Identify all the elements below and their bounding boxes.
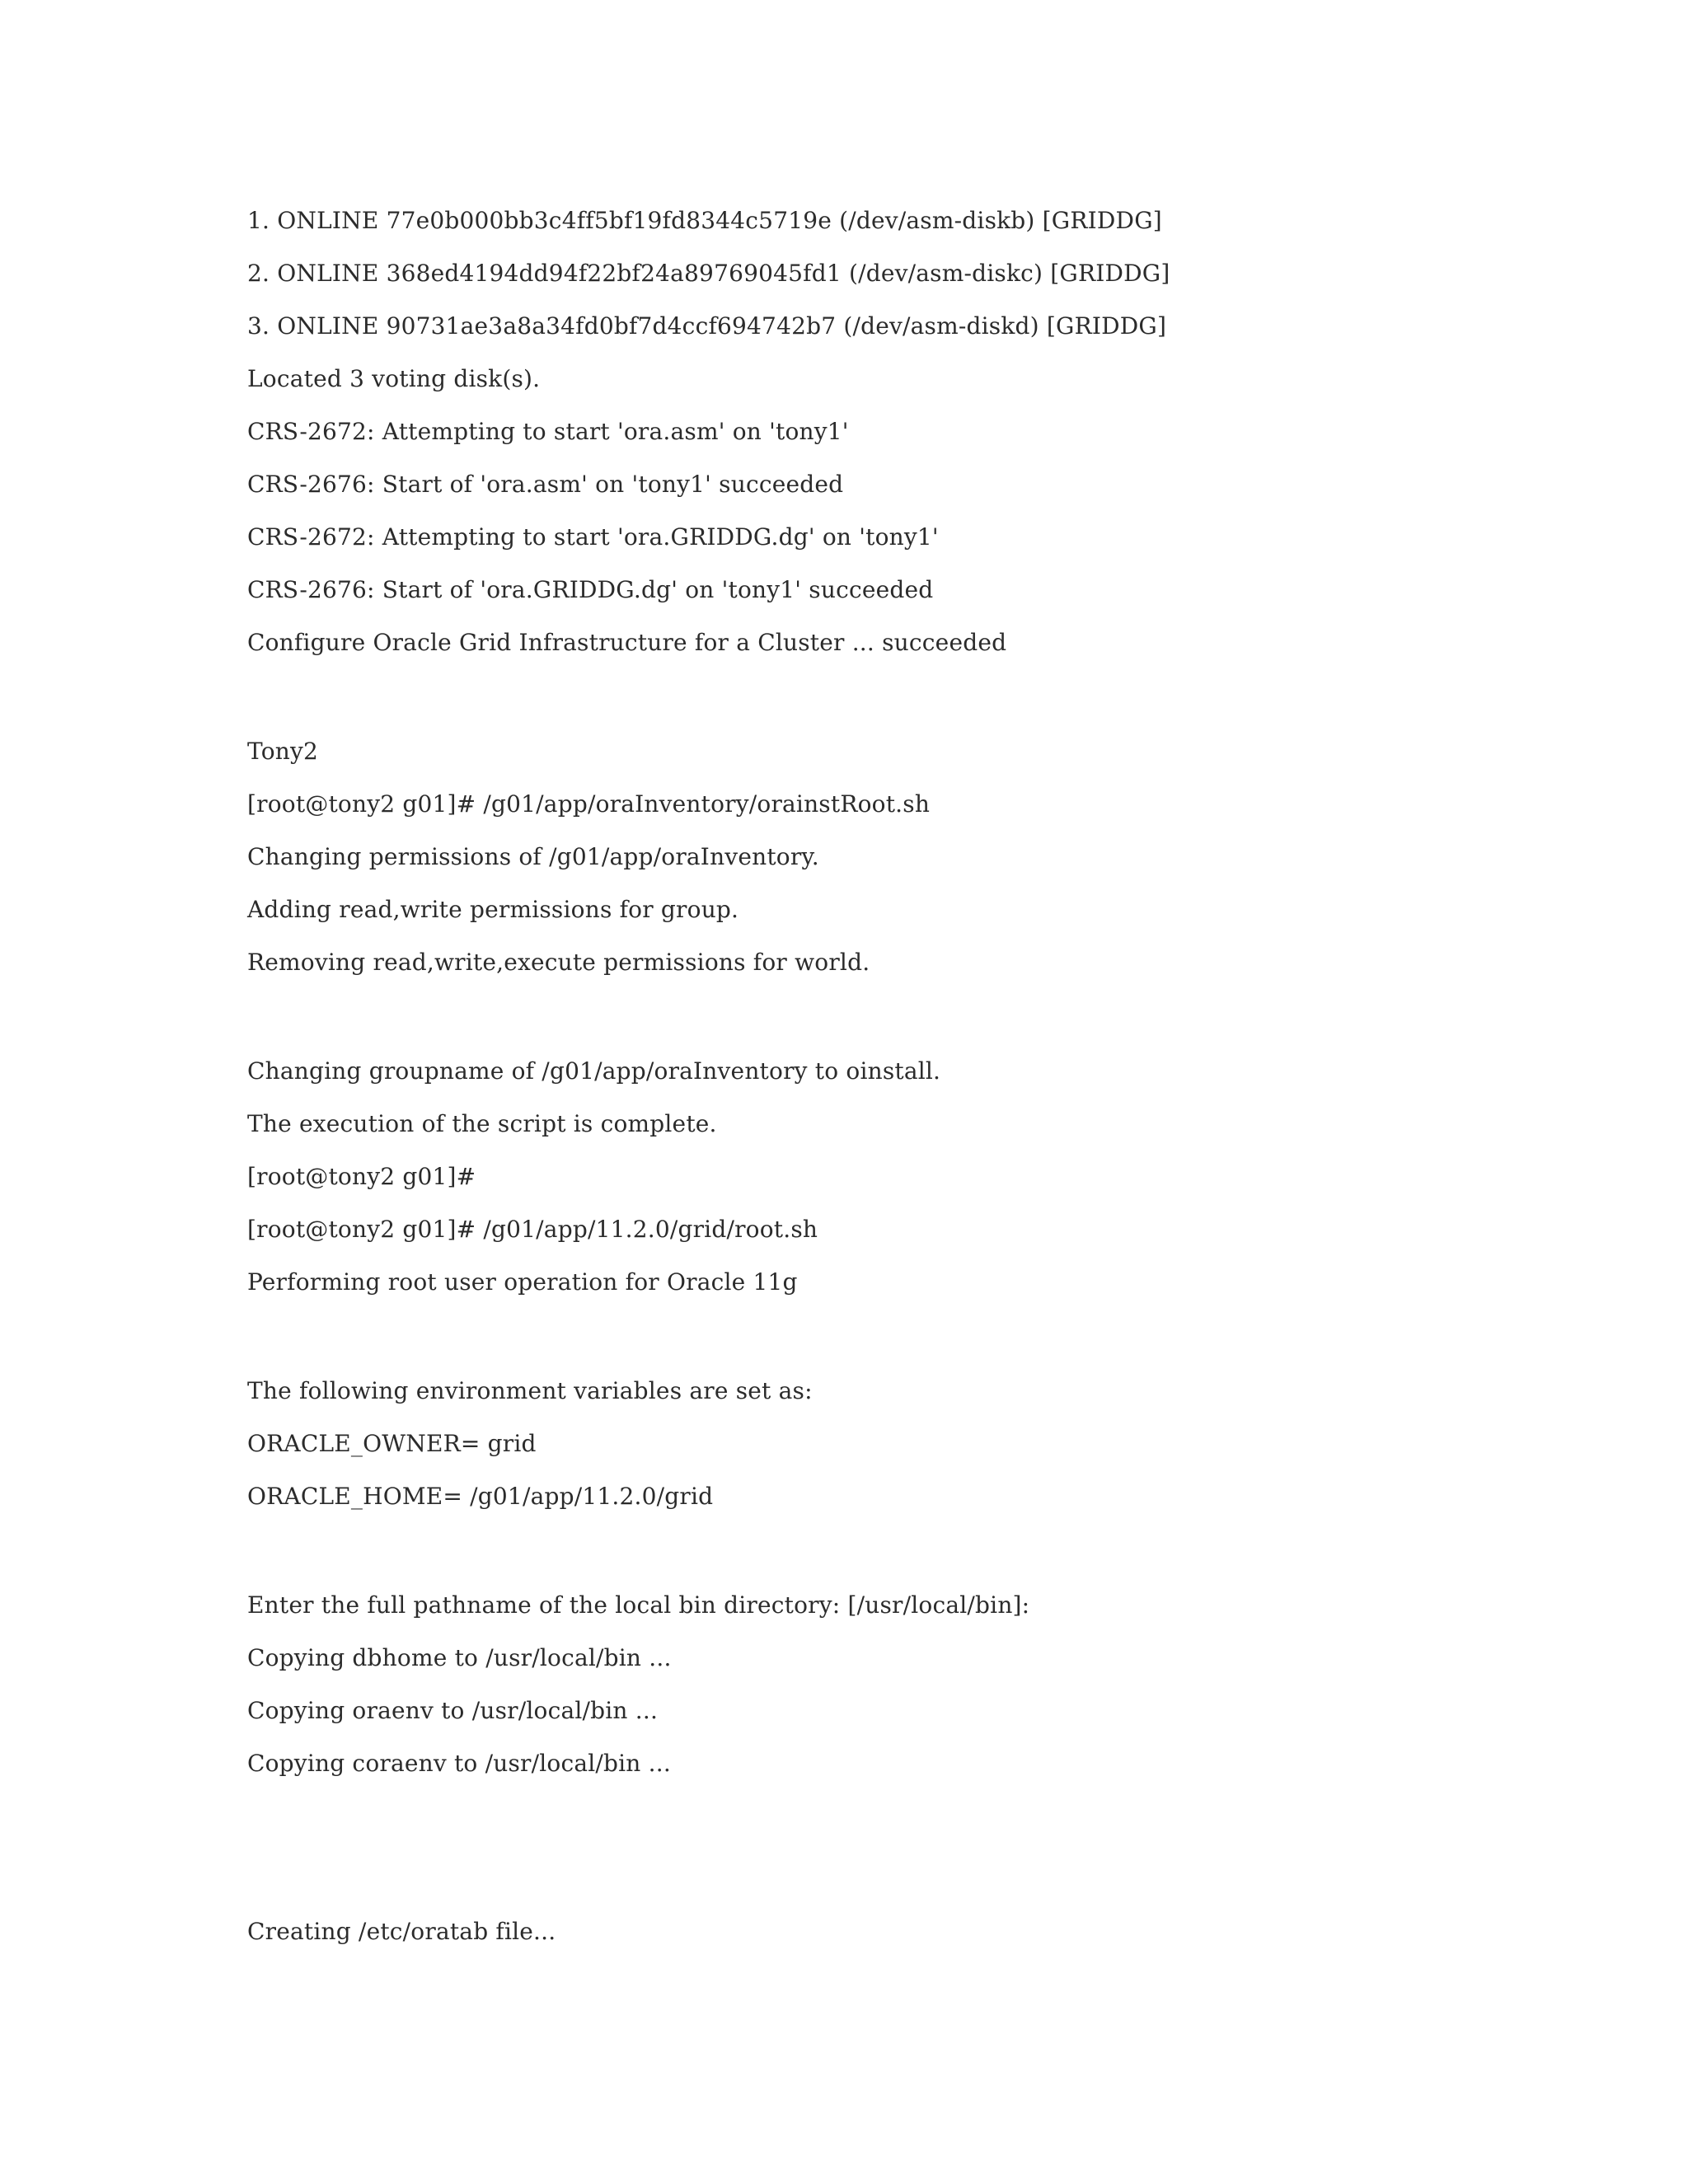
log-line: CRS-2676: Start of 'ora.asm' on 'tony1' succeeded: [247, 471, 844, 498]
terminal-log: [247, 194, 1566, 1958]
log-line: ORACLE_OWNER= grid: [247, 1430, 537, 1457]
voting-disk-block: [247, 194, 1566, 669]
log-line: Copying coraenv to /usr/local/bin ...: [247, 1750, 671, 1777]
log-line: 2. ONLINE 368ed4194dd94f22bf24a89769045fd1 (/dev/asm-diskc) [GRIDDG]: [247, 260, 1170, 287]
log-line: Changing groupname of /g01/app/oraInventory to oinstall.: [247, 1057, 941, 1085]
oratab-block: [247, 1905, 1566, 1958]
log-line: Adding read,write permissions for group.: [247, 896, 739, 923]
blank-gap: [247, 1523, 1566, 1579]
log-line: Tony2: [247, 738, 319, 765]
root-sh-block: [247, 1045, 1566, 1309]
log-line: Changing permissions of /g01/app/oraInventory.: [247, 843, 819, 870]
log-line: Enter the full pathname of the local bin directory: [/usr/local/bin]:: [247, 1591, 1030, 1619]
log-line: [root@tony2 g01]# /g01/app/11.2.0/grid/root.sh: [247, 1216, 818, 1243]
log-line: Creating /etc/oratab file...: [247, 1918, 556, 1945]
log-line: CRS-2672: Attempting to start 'ora.GRIDDG.dg' on 'tony1': [247, 523, 939, 551]
log-line: ORACLE_HOME= /g01/app/11.2.0/grid: [247, 1483, 714, 1510]
log-line: Copying oraenv to /usr/local/bin ...: [247, 1697, 659, 1724]
log-line: 1. ONLINE 77e0b000bb3c4ff5bf19fd8344c5719e (/dev/asm-diskb) [GRIDDG]: [247, 207, 1162, 234]
blank-gap: [247, 1790, 1566, 1905]
log-line: Performing root user operation for Oracle 11g: [247, 1268, 798, 1296]
log-line: Located 3 voting disk(s).: [247, 365, 541, 392]
blank-gap: [247, 669, 1566, 725]
blank-gap: [247, 989, 1566, 1045]
log-line: CRS-2672: Attempting to start 'ora.asm' on 'tony1': [247, 418, 849, 445]
log-line: 3. ONLINE 90731ae3a8a34fd0bf7d4ccf694742b7 (/dev/asm-diskd) [GRIDDG]: [247, 312, 1167, 340]
orainstroot-block: [247, 725, 1566, 989]
bin-copy-block: [247, 1579, 1566, 1790]
blank-gap: [247, 1309, 1566, 1365]
env-vars-block: [247, 1365, 1566, 1523]
log-line: CRS-2676: Start of 'ora.GRIDDG.dg' on 'tony1' succeeded: [247, 576, 934, 603]
log-line: [root@tony2 g01]#: [247, 1163, 476, 1190]
log-line: Configure Oracle Grid Infrastructure for a Cluster ... succeeded: [247, 629, 1007, 656]
log-line: Copying dbhome to /usr/local/bin ...: [247, 1644, 672, 1671]
log-line: Removing read,write,execute permissions for world.: [247, 949, 870, 976]
log-line: [root@tony2 g01]# /g01/app/oraInventory/orainstRoot.sh: [247, 790, 931, 818]
log-line: The execution of the script is complete.: [247, 1110, 717, 1137]
log-line: The following environment variables are set as:: [247, 1377, 813, 1404]
